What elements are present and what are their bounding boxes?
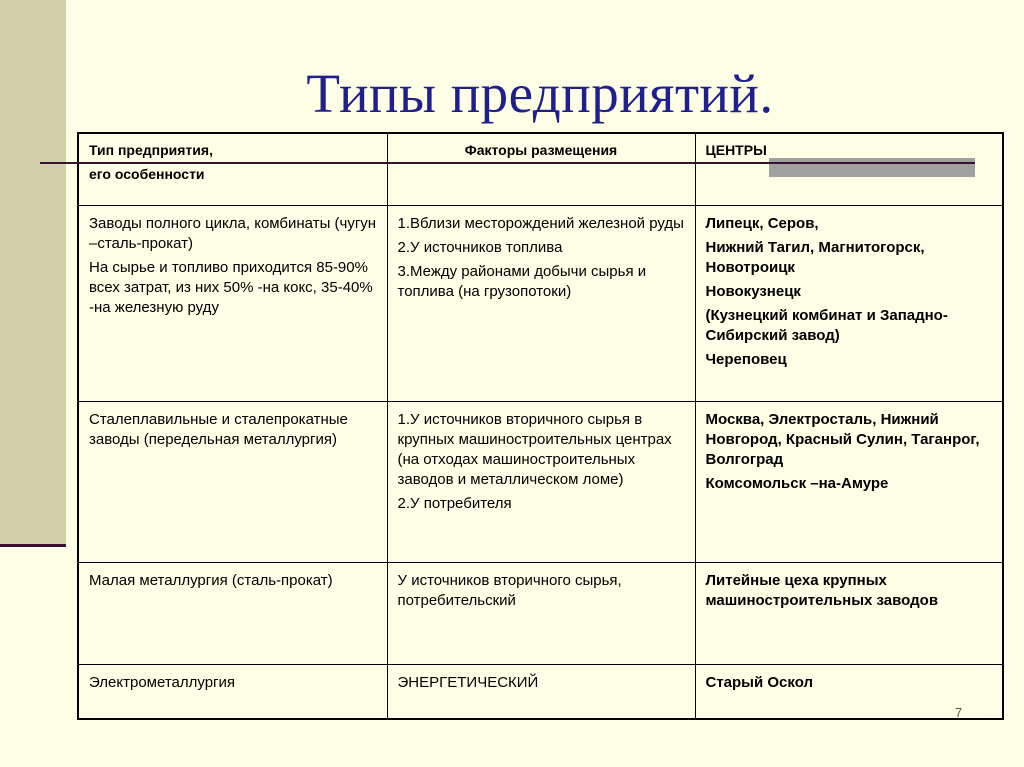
decor-grey-bar — [769, 158, 975, 177]
cell-text: Старый Оскол — [705, 673, 814, 691]
cell-text: Москва, Электросталь, Нижний Новгород, Красный Сулин, Таганрог, Волгоград — [705, 410, 980, 468]
decor-rule-overlay — [769, 162, 975, 164]
cell-type — [78, 401, 387, 562]
cell-centers — [695, 401, 1003, 562]
cell-factors — [387, 205, 695, 401]
header-type — [78, 133, 387, 205]
page-number: 7 — [955, 705, 963, 720]
cell-factors — [387, 401, 695, 562]
cell-text: Нижний Тагил, Магнитогорск, Новотроицк — [705, 238, 925, 276]
cell-text: 1.Вблизи месторождений железной руды — [397, 214, 684, 232]
cell-text: На сырье и топливо приходится 85-90% всех затрат, из них 50% -на кокс, 35-40% -на железную руду — [89, 258, 373, 316]
cell-text: 1.У источников вторичного сырья в крупных машиностроительных центрах (на отходах машиностроительных заводов и металлическом ломе) — [397, 410, 672, 488]
enterprise-types-table — [77, 132, 1004, 720]
cell-text: Липецк, Серов, — [705, 214, 819, 232]
header-factors: Факторы размещения — [387, 133, 695, 205]
cell-centers — [695, 562, 1003, 664]
table-row — [78, 401, 1003, 562]
cell-type — [78, 205, 387, 401]
cell-text: Новокузнецк — [705, 282, 801, 300]
cell-text: 2.У источников топлива — [397, 238, 563, 256]
cell-text: Заводы полного цикла, комбинаты (чугун –сталь-прокат) — [89, 214, 377, 252]
cell-factors — [387, 664, 695, 719]
cell-text: Литейные цеха крупных машиностроительных заводов — [705, 571, 939, 609]
cell-text: Электрометаллургия — [89, 673, 236, 691]
header-type-line2: его особенности — [89, 166, 205, 182]
header-centers: ЦЕНТРЫ — [695, 133, 1003, 205]
left-decor-line — [0, 544, 66, 547]
table-row — [78, 562, 1003, 664]
cell-text: (Кузнецкий комбинат и Западно-Сибирский завод) — [705, 306, 948, 344]
cell-factors — [387, 562, 695, 664]
cell-text: ЭНЕРГЕТИЧЕСКИЙ — [397, 673, 539, 691]
cell-text: Малая металлургия (сталь-прокат) — [89, 571, 333, 589]
cell-text: 3.Между районами добычи сырья и топлива (на грузопотоки) — [397, 262, 647, 300]
table-row — [78, 205, 1003, 401]
cell-text: Комсомольск –на-Амуре — [705, 474, 889, 492]
cell-text: Череповец — [705, 350, 787, 368]
header-type-line1: Тип предприятия, — [89, 142, 213, 158]
cell-type — [78, 562, 387, 664]
cell-type — [78, 664, 387, 719]
cell-text: 2.У потребителя — [397, 494, 512, 512]
cell-text: Сталеплавильные и сталепрокатные заводы (передельная металлургия) — [89, 410, 348, 448]
cell-text: У источников вторичного сырья, потребительский — [397, 571, 622, 609]
cell-centers — [695, 205, 1003, 401]
table-row — [78, 664, 1003, 719]
slide-title: Типы предприятий. — [306, 63, 774, 124]
